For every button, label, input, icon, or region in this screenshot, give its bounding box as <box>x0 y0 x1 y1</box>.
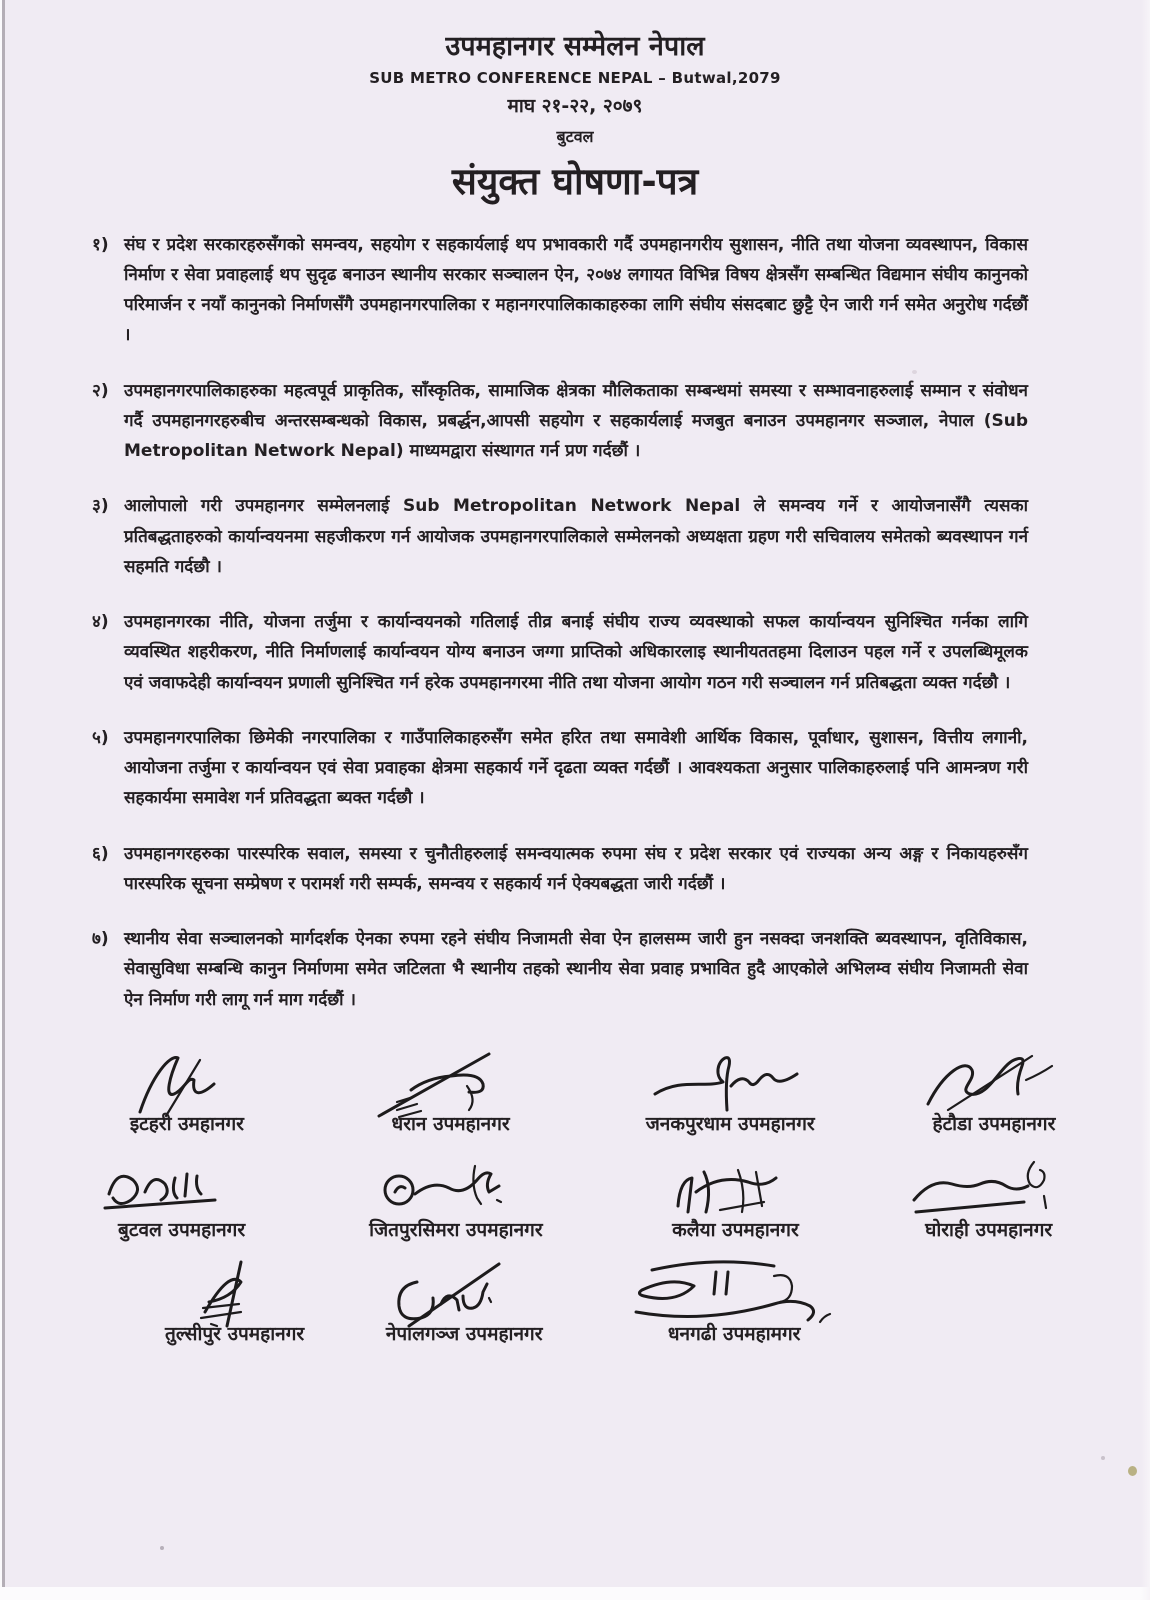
conference-date: माघ २१-२२, २०७९ <box>507 94 643 117</box>
signatory-label: हेटौडा उपमहानगर <box>932 1112 1056 1135</box>
signatory-label: बुटवल उपमहानगर <box>118 1218 246 1241</box>
signatory-label: जनकपुरधाम उपमहानगर <box>645 1112 815 1135</box>
signature-janakpurdham-squiggle <box>645 1046 815 1118</box>
item-text: स्थानीय सेवा सञ्चालनको मार्गदर्शक ऐनका रुपमा रहने संघीय निजामती सेवा ऐन हालसम्म जारी हुन नसक्दा जनशक्ति ब्यवस्थापन, वृतिविकास, सेवासुविधा सम्बन्धि कानुन निर्माणमा समेत जटिलता भै स्थानीय तहको स्थानीय सेवा प्रवाह प्रभावित हुदै आएकोले अभिलम्व संघीय निजामती सेवा ऐन निर्माण गरी लागू गर्न माग गर्दछौं । <box>124 929 1028 1010</box>
signature-dharan-squiggle <box>371 1046 531 1118</box>
signature-hetauda-squiggle <box>914 1046 1074 1118</box>
item-number: ५) <box>92 727 109 748</box>
declaration-item-7 <box>92 924 1028 1015</box>
signature-section <box>0 1040 1150 1346</box>
document-header <box>0 0 1150 206</box>
signature-block-dharan <box>319 1046 583 1136</box>
signature-block-ghorahi <box>867 1152 1110 1242</box>
signature-kalaiya-squiggle <box>660 1152 810 1224</box>
declaration-body <box>0 206 1150 1015</box>
item-number: ४) <box>92 612 109 632</box>
org-name-nepali: उपमहानगर सम्मेलन नेपाल <box>445 31 705 62</box>
item-number: ७) <box>92 929 109 949</box>
signature-tulsipur-squiggle <box>175 1256 295 1328</box>
item-number: २) <box>92 380 109 401</box>
signature-ghorahi-squiggle <box>904 1152 1074 1224</box>
signature-nepalgunj-squiggle <box>379 1256 549 1328</box>
item-text: आलोपालो गरी उपमहानगर सम्मेलनलाई Sub Metropolitan Network Nepal ले समन्वय गर्ने र आयोजनासँगै त्यसका प्रतिबद्धताहरुको कार्यान्वयनमा सहजीकरण गर्न आयोजक उपमहानगरपालिकाले सम्मेलनको अध्यक्षता ग्रहण गरी सचिवालय समेतको ब्यवस्थापन गर्न सहमति गर्दछौ । <box>124 496 1028 577</box>
signature-butwal-squiggle <box>97 1152 267 1224</box>
signature-block-hetauda <box>878 1046 1110 1136</box>
signature-block-nepalgunj <box>379 1256 549 1346</box>
signatory-label: तुल्सीपुर उपमहानगर <box>165 1322 305 1345</box>
signature-block-janakpurdham <box>583 1046 878 1136</box>
signatory-label: धनगढी उपमहामगर <box>667 1322 801 1345</box>
item-number: ३) <box>92 496 109 517</box>
signature-block-itahari <box>55 1046 319 1136</box>
signature-block-kalaiya <box>604 1152 868 1242</box>
item-text: उपमहानगरपालिकाहरुका महत्वपूर्व प्राकृतिक, साँस्कृतिक, सामाजिक क्षेत्रका मौलिकताका सम्बन्धमां समस्या र सम्भावनाहरुलाई सम्मान र संवोधन गर्दै उपमहानगरहरुबीच अन्तरसम्बन्धको विकास, प्रबर्द्धन,आपसी सहयोग र सहकार्यलाई मजबुत बनाउन उपमहानगर सञ्जाल, नेपाल (Sub Metropolitan Network Nepal) माध्यमद्वारा संस्थागत गर्न प्रण गर्दछौं । <box>124 380 1028 461</box>
declaration-item-1 <box>92 230 1028 351</box>
signatory-label: कलैया उपमहानगर <box>672 1218 799 1241</box>
page-title: संयुक्त घोषणा-पत्र <box>451 160 699 204</box>
declaration-item-4 <box>92 607 1028 698</box>
declaration-item-6 <box>92 839 1028 900</box>
signature-block-tulsipur <box>165 1256 304 1346</box>
signatory-label: घोराही उपमहानगर <box>925 1218 1053 1241</box>
declaration-item-3 <box>92 491 1028 582</box>
signatory-label: धरान उपमहानगर <box>391 1112 510 1135</box>
paper-speck <box>1101 1456 1105 1460</box>
signature-block-butwal <box>55 1152 308 1242</box>
item-text: उपमहानगरपालिका छिमेकी नगरपालिका र गाउँपालिकाहरुसँग समेत हरित तथा समावेशी आर्थिक विकास, पूर्वाधार, सुशासन, वित्तीय लगानी, आयोजना तर्जुमा र कार्यान्वयन एवं सेवा प्रवाहका क्षेत्रमा सहकार्य गर्ने दृढता व्यक्त गर्दछौं । आवश्यकता अनुसार पालिकाहरुलाई पनि आमन्त्रण गरी सहकार्यमा समावेश गर्न प्रतिवद्धता ब्यक्त गर्दछौ । <box>124 727 1028 809</box>
signature-jitpursimara-squiggle <box>371 1152 541 1224</box>
declaration-item-5 <box>92 723 1028 814</box>
item-text: उपमहानगरका नीति, योजना तर्जुमा र कार्यान्वयनको गतिलाई तीव्र बनाई संघीय राज्य व्यवस्थाको सफल कार्यान्वयन सुनिश्चित गर्नका लागि व्यवस्थित शहरीकरण, नीति निर्माणलाई कार्यान्वयन योग्य बनाउन जग्गा प्राप्तिको अधिकारलाइ स्थानीयततहमा दिलाउन पहल गर्ने र उपलब्धिमूलक एवं जवाफदेही कार्यान्वयन प्रणाली सुनिश्चित गर्न हरेक उपमहानगरमा नीति तथा योजना आयोग गठन गरी सञ्चालन गर्न प्रतिबद्धता व्यक्त गर्दछौ । <box>124 612 1028 693</box>
paper-speck <box>1128 1466 1137 1476</box>
declaration-item-2 <box>92 376 1028 467</box>
item-number: ६) <box>92 843 109 864</box>
signature-block-dhangadhi <box>624 1256 844 1346</box>
org-name-english: SUB METRO CONFERENCE NEPAL – Butwal,2079 <box>369 68 781 87</box>
signature-itahari-squiggle <box>122 1046 252 1118</box>
item-text: उपमहानगरहरुका पारस्परिक सवाल, समस्या र चुनौतीहरुलाई समन्वयात्मक रुपमा संघ र प्रदेश सरकार एवं राज्यका अन्य अङ्ग र निकायहरुसँग पारस्परिक सूचना सम्प्रेषण र परामर्श गरी सम्पर्क, समन्वय र सहकार्य गर्न ऐक्यबद्धता जारी गर्दछौं । <box>124 843 1028 894</box>
signature-dhangadhi-squiggle <box>624 1256 844 1328</box>
signature-row-3 <box>55 1256 1110 1346</box>
item-text: संघ र प्रदेश सरकारहरुसँगको समन्वय, सहयोग र सहकार्यलाई थप प्रभावकारी गर्दै उपमहानगरीय सुशासन, नीति तथा योजना व्यवस्थापन, विकास निर्माण र सेवा प्रवाहलाई थप सुदृढ बनाउन स्थानीय सरकार सञ्चालन ऐन, २०७४ लगायत विभिन्न विषय क्षेत्रसँग सम्बन्धित विद्यमान संघीय कानुनको परिमार्जन र नयाँ कानुनको निर्माणसँगै उपमहानगरपालिका र महानगरपालिकाकाहरुका लागि संघीय संसदबाट छुट्टै ऐन जारी गर्न समेत अनुरोध गर्दछौं । <box>124 234 1028 346</box>
signatory-label: नेपालगञ्ज उपमहानगर <box>385 1322 543 1345</box>
signature-row-2 <box>55 1152 1110 1242</box>
signature-row-1 <box>55 1046 1110 1136</box>
item-number: १) <box>92 234 109 255</box>
signature-block-jitpursimara <box>308 1152 603 1242</box>
signatory-label: जितपुरसिमरा उपमहानगर <box>369 1218 543 1241</box>
scan-strip-bottom <box>0 1587 1150 1600</box>
conference-venue: बुटवल <box>556 127 594 147</box>
signatory-label: इटहरी उमहानगर <box>129 1112 244 1135</box>
paper-speck <box>160 1546 164 1550</box>
